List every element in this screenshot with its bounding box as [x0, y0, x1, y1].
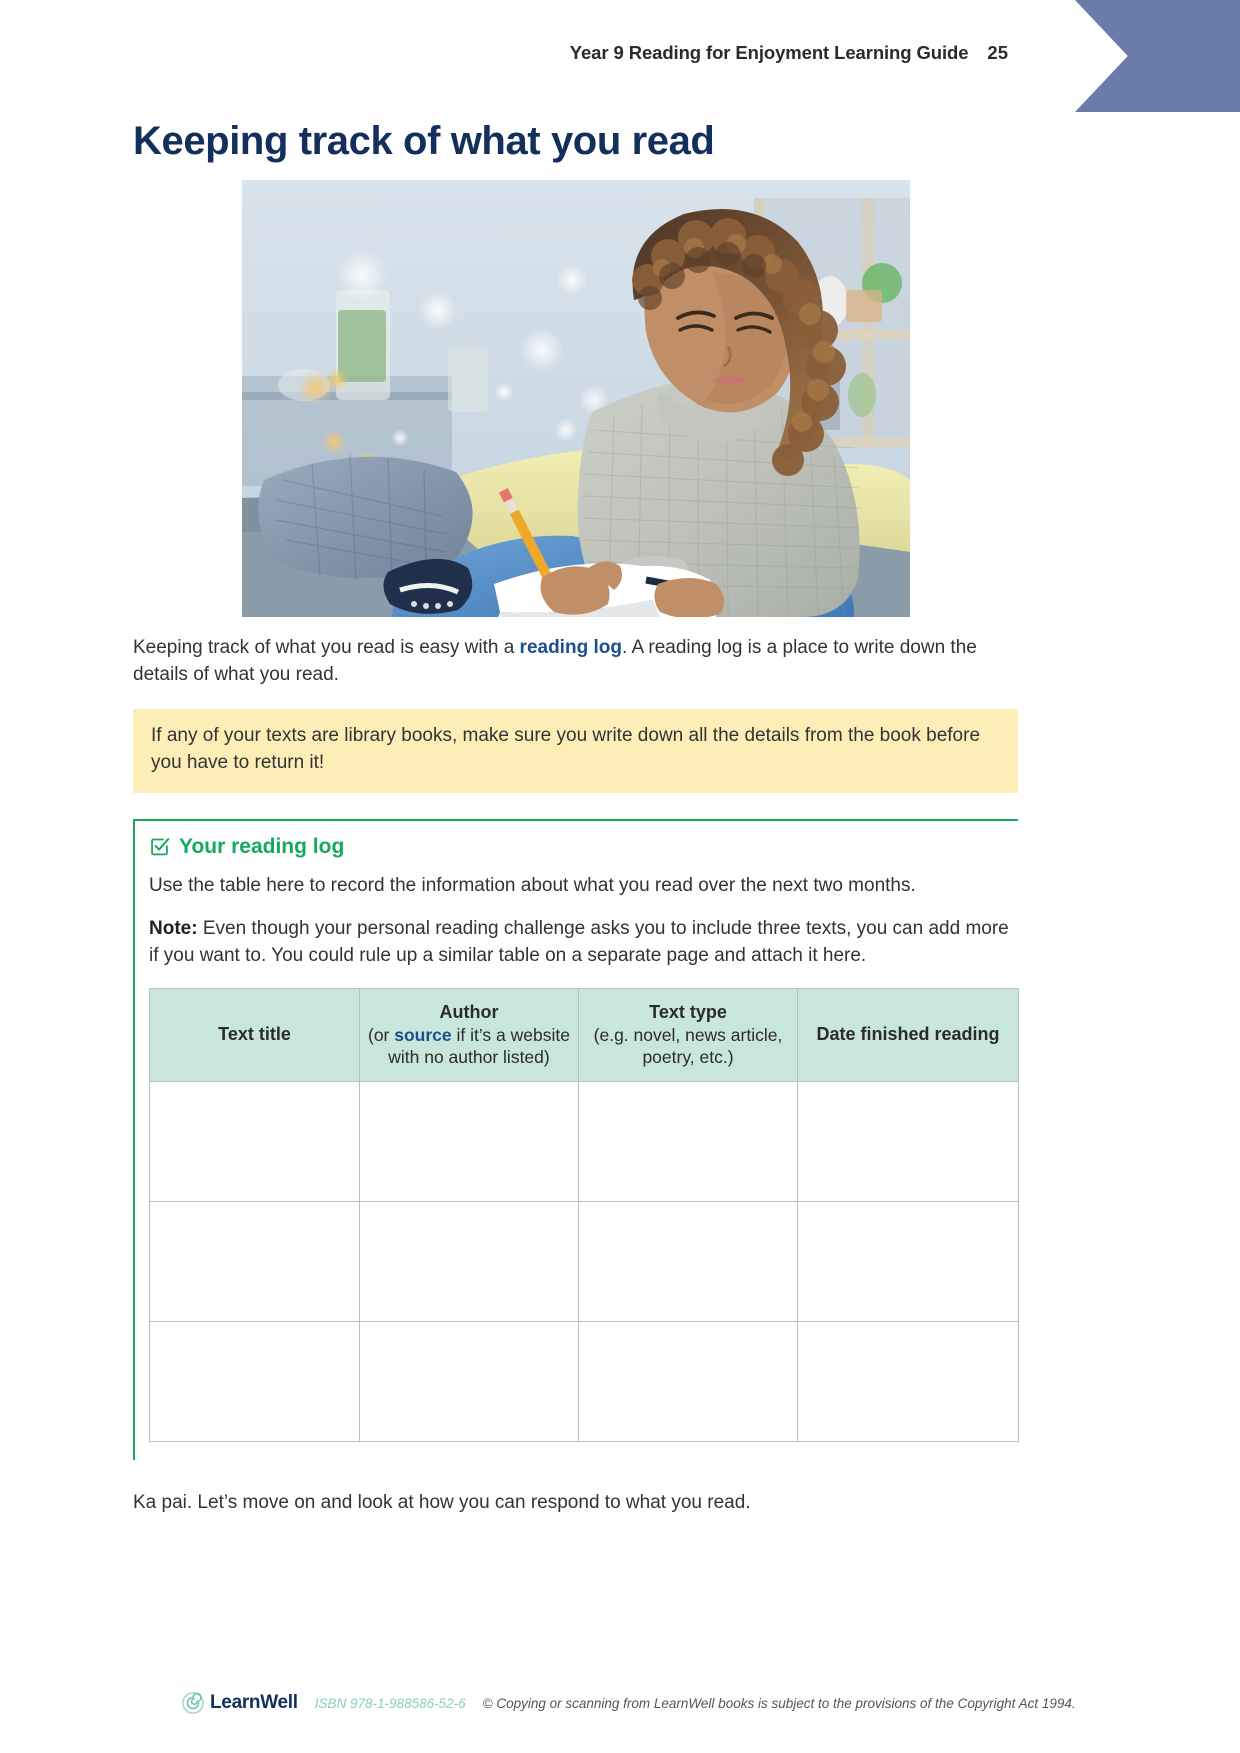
- page-content: [133, 118, 1018, 1517]
- reading-log-term: reading log: [519, 637, 622, 658]
- cell-text-title[interactable]: [150, 1081, 360, 1201]
- ribbon-shape: [1075, 0, 1240, 112]
- cell-text-type[interactable]: [579, 1321, 798, 1441]
- column-header-main: Date finished reading: [816, 1024, 1000, 1045]
- column-header-main: Text type: [649, 1001, 727, 1022]
- table-row[interactable]: [150, 1201, 1019, 1321]
- page-number: 25: [987, 42, 1008, 63]
- callout-text: If any of your texts are library books, make sure you write down all the details from the book before you have to return it!: [151, 724, 981, 773]
- author-sub-post: if it’s a website with no author listed): [388, 1024, 570, 1068]
- corner-ribbon-decoration: [1075, 0, 1240, 112]
- page-footer: [182, 1692, 1076, 1714]
- running-title: Year 9 Reading for Enjoyment Learning Guide: [569, 42, 969, 63]
- hero-photo: [242, 180, 910, 617]
- hero-photo-container: [133, 180, 1018, 617]
- table-body: [150, 1081, 1019, 1441]
- column-header-date-finished: [798, 988, 1019, 1081]
- copyright-text: © Copying or scanning from LearnWell books is subject to the provisions of the Copyright Act 1994.: [482, 1695, 1076, 1711]
- intro-paragraph: [133, 635, 1018, 689]
- cell-author[interactable]: [360, 1321, 579, 1441]
- cell-text-title[interactable]: [150, 1201, 360, 1321]
- cell-date-finished[interactable]: [798, 1321, 1019, 1441]
- reading-log-table[interactable]: [149, 988, 1019, 1442]
- activity-instruction: Use the table here to record the information about what you read over the next two months.: [149, 874, 916, 896]
- intro-text-part1: Keeping track of what you read is easy with a: [133, 637, 520, 658]
- cell-text-title[interactable]: [150, 1321, 360, 1441]
- learnwell-logo-text: LearnWell: [210, 1692, 298, 1713]
- column-header-main: Text title: [218, 1024, 291, 1045]
- closing-paragraph: Ka pai. Let’s move on and look at how you can respond to what you read.: [133, 1491, 751, 1513]
- cell-author[interactable]: [360, 1201, 579, 1321]
- cell-author[interactable]: [360, 1081, 579, 1201]
- note-label: Note:: [149, 917, 198, 939]
- table-row[interactable]: [150, 1081, 1019, 1201]
- column-header-sub: [368, 1024, 570, 1069]
- column-header-text-title: [150, 988, 360, 1081]
- checkbox-checked-icon: [149, 836, 170, 857]
- intro-text-part2: . A reading log is a place to write down the details of what you read.: [133, 637, 977, 685]
- cell-text-type[interactable]: [579, 1201, 798, 1321]
- activity-box-reading-log: [133, 819, 1018, 1460]
- source-term: source: [394, 1024, 452, 1045]
- koru-spiral-icon: [182, 1692, 204, 1714]
- column-header-text-type: [579, 988, 798, 1081]
- activity-header: [149, 835, 1018, 859]
- activity-title: Your reading log: [179, 834, 345, 858]
- table-header-row: [150, 988, 1019, 1081]
- cell-text-type[interactable]: [579, 1081, 798, 1201]
- library-books-callout: [133, 709, 1018, 793]
- table-row[interactable]: [150, 1321, 1019, 1441]
- column-header-sub: (e.g. novel, news article, poetry, etc.): [593, 1024, 783, 1068]
- author-sub-pre: (or: [368, 1024, 395, 1045]
- activity-note: [149, 916, 1018, 970]
- page-header: [570, 42, 1008, 64]
- note-text: Even though your personal reading challenge asks you to include three texts, you can add more if you want to. You could rule up a similar table on a separate page and attach it here.: [149, 917, 1009, 966]
- column-header-author: [360, 988, 579, 1081]
- column-header-main: Author: [439, 1001, 499, 1022]
- cell-date-finished[interactable]: [798, 1201, 1019, 1321]
- cell-date-finished[interactable]: [798, 1081, 1019, 1201]
- page-title: Keeping track of what you read: [133, 119, 715, 163]
- isbn-text: ISBN 978-1-988586-52-6: [314, 1695, 466, 1711]
